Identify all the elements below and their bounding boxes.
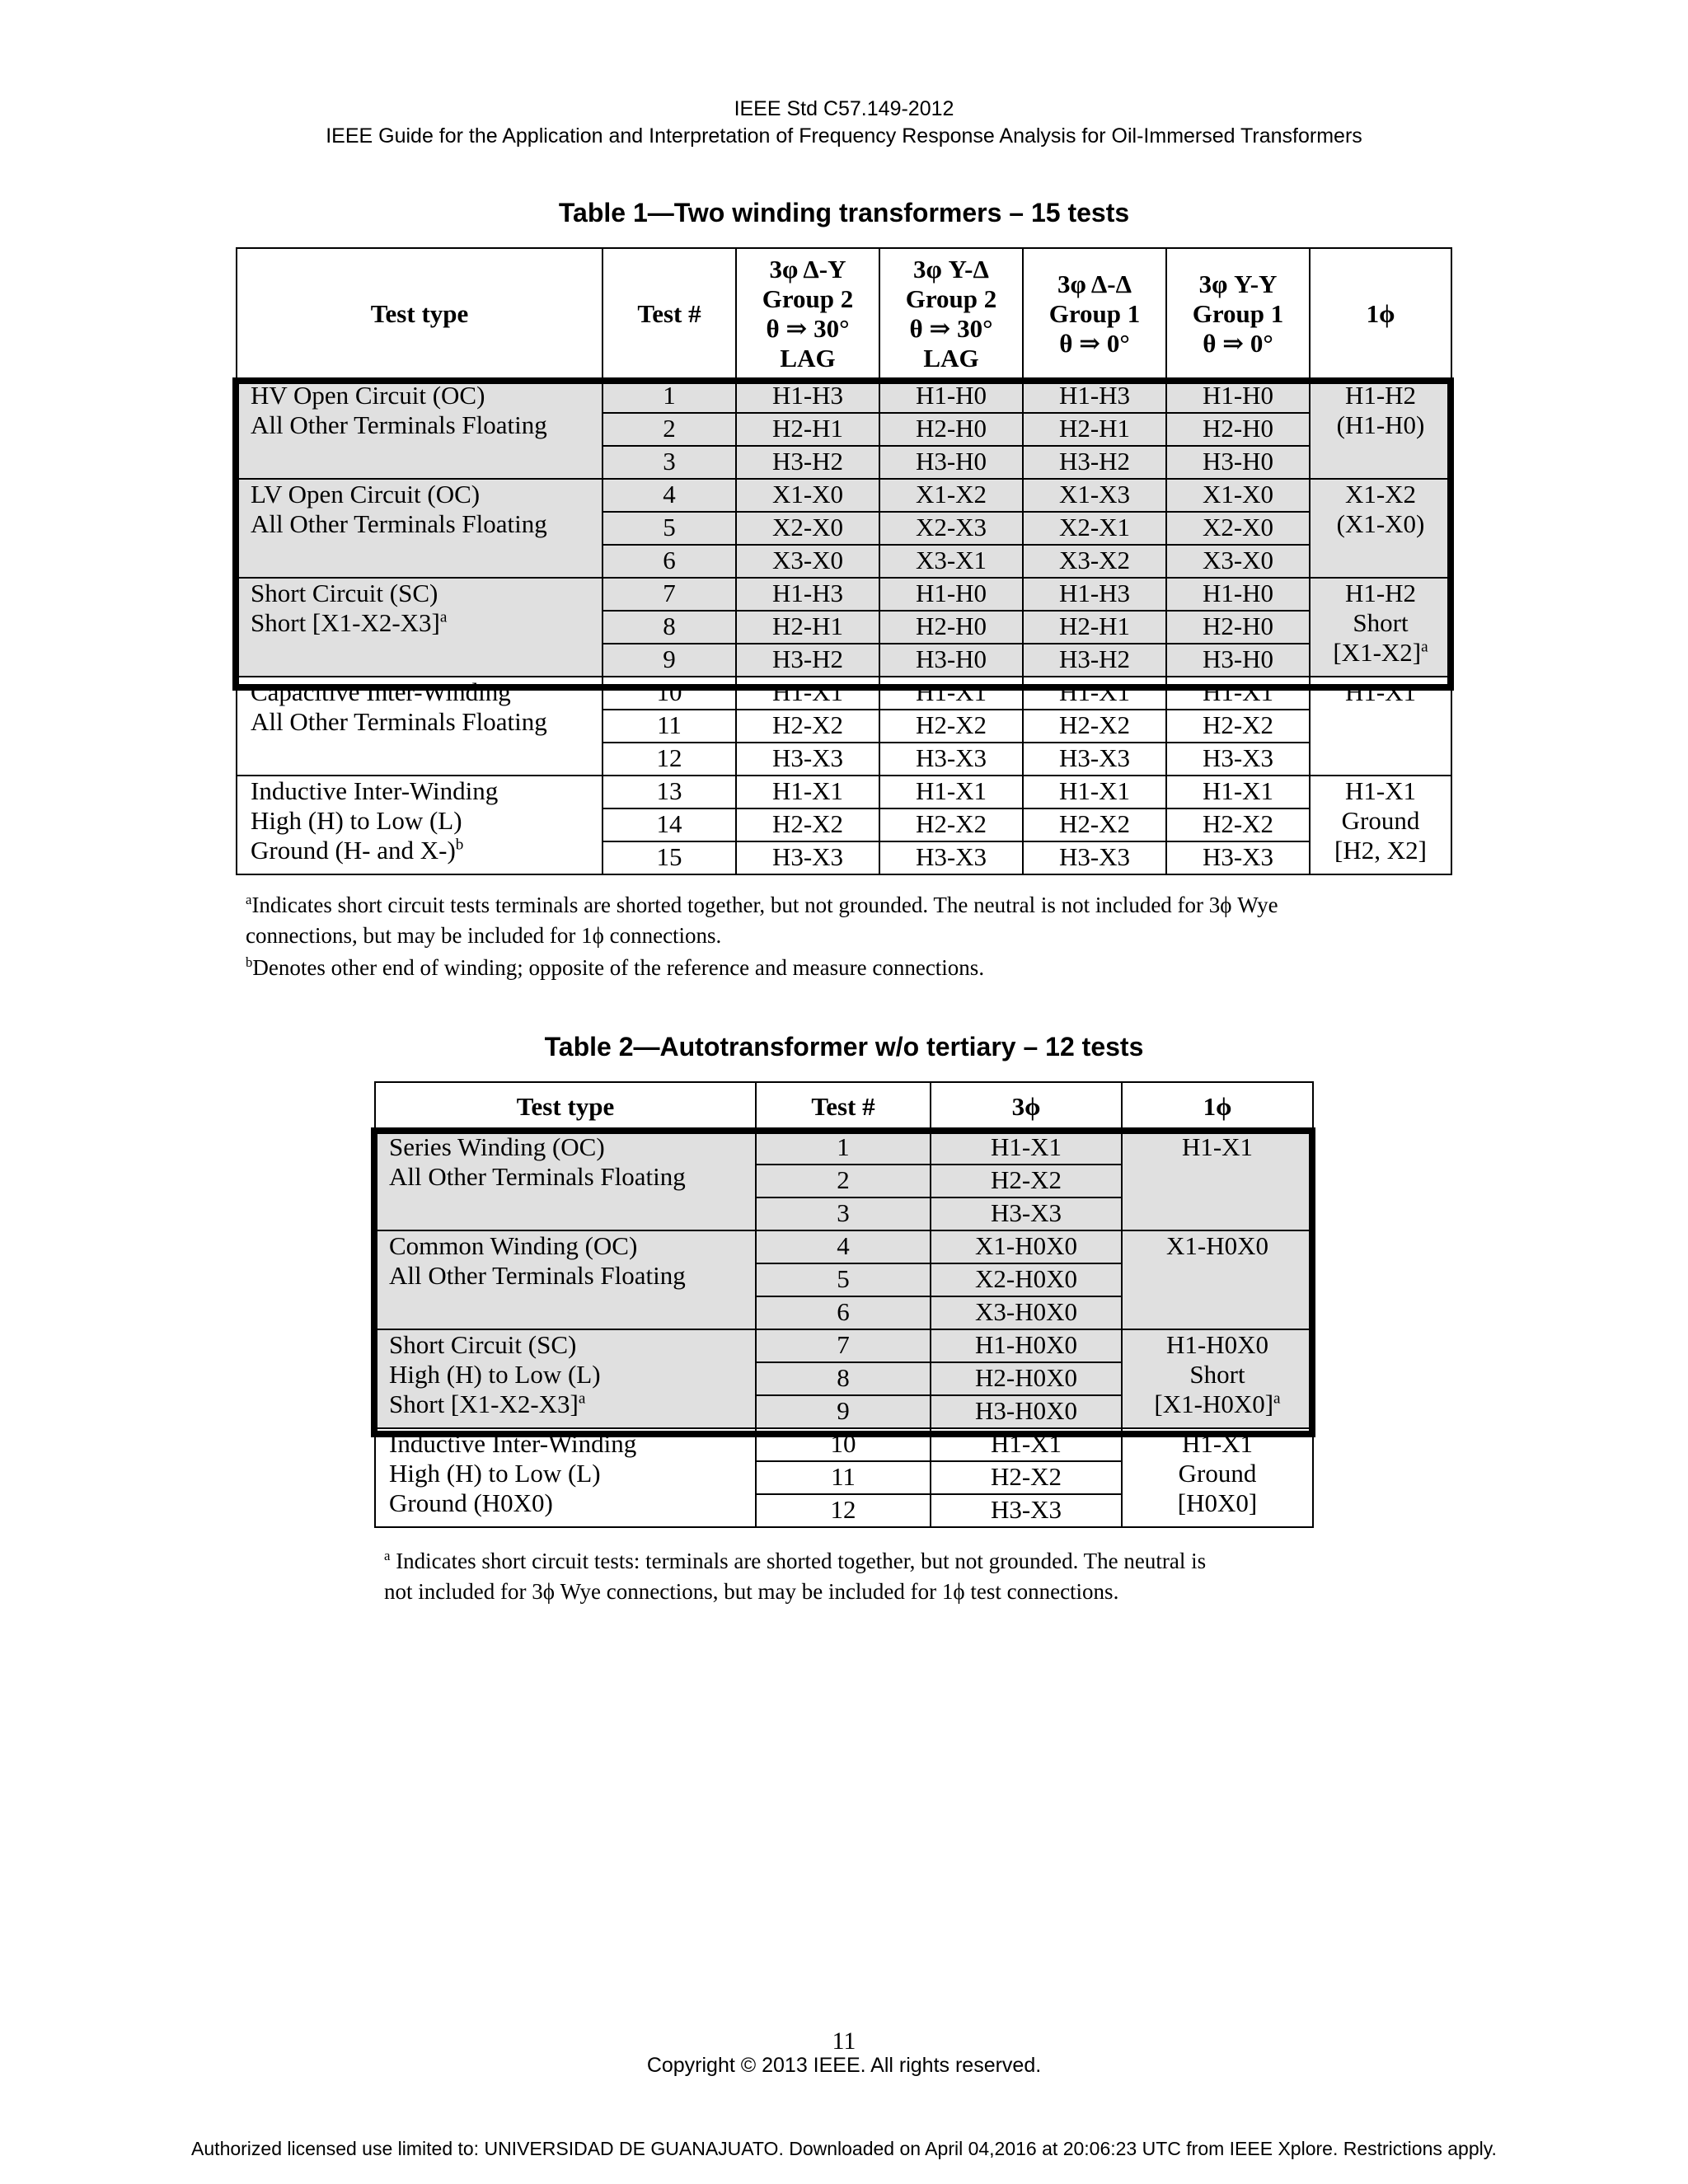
cell-line: H1-X1 bbox=[1344, 776, 1417, 805]
cell-line: Short Circuit (SC) bbox=[251, 579, 438, 607]
test-number-cell: 13 bbox=[603, 776, 736, 808]
table2-note-a bbox=[384, 1546, 1373, 1607]
single-phase-cell bbox=[1310, 677, 1451, 776]
header-line: θ ⇒ 30° bbox=[909, 314, 993, 343]
table2-caption: Table 2—Autotransformer w/o tertiary – 12 tests bbox=[544, 1032, 1144, 1062]
connection-cell: H1-H0 bbox=[1166, 380, 1310, 413]
single-phase-cell bbox=[1310, 578, 1451, 677]
table1-header-delta-wye bbox=[736, 248, 879, 380]
test-number-cell: 1 bbox=[756, 1132, 931, 1165]
test-type-cell bbox=[237, 380, 603, 479]
header-line: LAG bbox=[780, 344, 836, 373]
cell-line: Capacitive Inter-Winding bbox=[251, 677, 511, 706]
test-number-cell: 5 bbox=[603, 512, 736, 545]
table-row bbox=[237, 578, 1451, 611]
header-line: Group 2 bbox=[905, 284, 997, 313]
cell-line: Series Winding (OC) bbox=[389, 1132, 605, 1161]
test-number-cell: 11 bbox=[756, 1461, 931, 1494]
connection-cell: X1-H0X0 bbox=[931, 1230, 1122, 1263]
cell-line bbox=[251, 836, 602, 865]
connection-cell: H2-X2 bbox=[879, 710, 1023, 743]
connection-cell: H1-X1 bbox=[931, 1428, 1122, 1461]
connection-cell: H2-X2 bbox=[931, 1461, 1122, 1494]
footnote-marker: b bbox=[246, 954, 253, 970]
connection-cell: H1-X1 bbox=[931, 1132, 1122, 1165]
connection-cell: H2-H0 bbox=[1166, 413, 1310, 446]
document-standard-number: IEEE Std C57.149-2012 bbox=[734, 97, 954, 120]
test-type-cell bbox=[375, 1428, 756, 1527]
cell-line: Short bbox=[1189, 1360, 1245, 1389]
connection-cell: X3-X0 bbox=[736, 545, 879, 578]
test-type-cell bbox=[375, 1230, 756, 1329]
test-type-cell bbox=[375, 1329, 756, 1428]
connection-cell: X2-X0 bbox=[1166, 512, 1310, 545]
cell-line: Ground bbox=[1341, 806, 1420, 835]
cell-line: All Other Terminals Floating bbox=[389, 1162, 686, 1191]
table-row bbox=[237, 380, 1451, 413]
connection-cell: H1-H0X0 bbox=[931, 1329, 1122, 1362]
connection-cell: H3-X3 bbox=[1166, 743, 1310, 776]
connection-cell: H2-X2 bbox=[1166, 710, 1310, 743]
connection-cell: X3-X2 bbox=[1023, 545, 1166, 578]
cell-line: Ground bbox=[1178, 1459, 1257, 1488]
cell-line bbox=[389, 1390, 755, 1419]
table-row bbox=[237, 677, 1451, 710]
connection-cell: H2-X2 bbox=[879, 808, 1023, 841]
test-number-cell: 11 bbox=[603, 710, 736, 743]
connection-cell: H1-H0 bbox=[879, 380, 1023, 413]
single-phase-cell bbox=[1122, 1132, 1313, 1230]
connection-cell: X2-X0 bbox=[736, 512, 879, 545]
cell-line: Short Circuit (SC) bbox=[389, 1330, 577, 1359]
cell-line bbox=[1123, 1390, 1312, 1419]
cell-text: Short [X1-X2-X3] bbox=[389, 1390, 579, 1418]
test-number-cell: 12 bbox=[756, 1494, 931, 1527]
test-number-cell: 9 bbox=[603, 644, 736, 677]
cell-line: H1-X1 bbox=[1344, 677, 1417, 706]
connection-cell: H1-X1 bbox=[1166, 677, 1310, 710]
footnote-marker: b bbox=[455, 836, 464, 854]
connection-cell: H3-X3 bbox=[736, 841, 879, 874]
test-number-cell: 2 bbox=[603, 413, 736, 446]
table-row bbox=[237, 479, 1451, 512]
single-phase-cell bbox=[1122, 1428, 1313, 1527]
test-number-cell: 8 bbox=[756, 1362, 931, 1395]
connection-cell: H3-X3 bbox=[931, 1494, 1122, 1527]
test-number-cell: 10 bbox=[603, 677, 736, 710]
footnote-marker: a bbox=[439, 608, 448, 626]
header-line: θ ⇒ 0° bbox=[1203, 329, 1273, 358]
header-line: 3φ Δ-Δ bbox=[1057, 269, 1132, 298]
test-number-cell: 2 bbox=[756, 1165, 931, 1197]
connection-cell: H1-H0 bbox=[1166, 578, 1310, 611]
table1 bbox=[236, 247, 1452, 875]
connection-cell: X3-H0X0 bbox=[931, 1296, 1122, 1329]
connection-cell: H3-X3 bbox=[879, 743, 1023, 776]
connection-cell: H3-H0 bbox=[879, 446, 1023, 479]
table1-header-test-number: Test # bbox=[603, 248, 736, 380]
connection-cell: H2-X2 bbox=[1166, 808, 1310, 841]
table1-note-a bbox=[246, 890, 1457, 951]
test-type-cell bbox=[237, 479, 603, 578]
connection-cell: H1-X1 bbox=[879, 776, 1023, 808]
table1-header-row bbox=[237, 248, 1451, 380]
connection-cell: H3-H2 bbox=[736, 446, 879, 479]
cell-line: H1-H2 bbox=[1344, 381, 1417, 410]
cell-line: High (H) to Low (L) bbox=[389, 1360, 601, 1389]
cell-line: H1-H2 bbox=[1344, 579, 1417, 607]
connection-cell: X1-X3 bbox=[1023, 479, 1166, 512]
test-number-cell: 6 bbox=[756, 1296, 931, 1329]
connection-cell: H3-H0 bbox=[879, 644, 1023, 677]
cell-line bbox=[251, 608, 602, 638]
cell-line: All Other Terminals Floating bbox=[251, 410, 547, 439]
connection-cell: H2-X2 bbox=[1023, 710, 1166, 743]
table-row bbox=[375, 1230, 1313, 1263]
table-row bbox=[237, 776, 1451, 808]
connection-cell: H3-X3 bbox=[879, 841, 1023, 874]
footnote-marker: a bbox=[1421, 638, 1428, 656]
header-line: LAG bbox=[923, 344, 979, 373]
connection-cell: H1-X1 bbox=[879, 677, 1023, 710]
cell-line: (H1-H0) bbox=[1336, 410, 1425, 439]
single-phase-cell bbox=[1310, 380, 1451, 479]
connection-cell: H2-X2 bbox=[1023, 808, 1166, 841]
cell-line: LV Open Circuit (OC) bbox=[251, 480, 481, 509]
footnote-marker: a bbox=[384, 1548, 391, 1563]
copyright-notice: Copyright © 2013 IEEE. All rights reserved. bbox=[646, 2054, 1042, 2077]
test-number-cell: 8 bbox=[603, 611, 736, 644]
connection-cell: H2-H0 bbox=[1166, 611, 1310, 644]
footnote-marker: a bbox=[1273, 1390, 1281, 1408]
connection-cell: H2-H0 bbox=[879, 611, 1023, 644]
connection-cell: H1-X1 bbox=[736, 776, 879, 808]
cell-text: [X1-X2] bbox=[1333, 638, 1422, 667]
connection-cell: H3-H0 bbox=[1166, 644, 1310, 677]
connection-cell: H2-X2 bbox=[931, 1165, 1122, 1197]
table1-header-delta-delta bbox=[1023, 248, 1166, 380]
test-type-cell bbox=[237, 776, 603, 874]
cell-line: [H0X0] bbox=[1177, 1488, 1258, 1517]
connection-cell: H3-X3 bbox=[736, 743, 879, 776]
connection-cell: H3-H2 bbox=[1023, 644, 1166, 677]
note-text: connections, but may be included for 1ϕ connections. bbox=[246, 923, 722, 948]
test-number-cell: 14 bbox=[603, 808, 736, 841]
cell-text: [X1-H0X0] bbox=[1154, 1390, 1274, 1418]
cell-line: [H2, X2] bbox=[1334, 836, 1427, 865]
test-type-cell bbox=[237, 578, 603, 677]
header-line: θ ⇒ 0° bbox=[1059, 329, 1130, 358]
connection-cell: H3-X3 bbox=[1023, 841, 1166, 874]
test-number-cell: 15 bbox=[603, 841, 736, 874]
connection-cell: X1-X0 bbox=[736, 479, 879, 512]
single-phase-cell bbox=[1122, 1230, 1313, 1329]
footnote-marker: a bbox=[578, 1390, 586, 1408]
cell-line: All Other Terminals Floating bbox=[251, 707, 547, 736]
connection-cell: H2-X2 bbox=[736, 808, 879, 841]
single-phase-cell bbox=[1310, 479, 1451, 578]
cell-line: X1-H0X0 bbox=[1166, 1231, 1268, 1260]
table1-header-wye-delta bbox=[879, 248, 1023, 380]
cell-line: H1-X1 bbox=[1181, 1429, 1254, 1458]
connection-cell: H1-H3 bbox=[1023, 380, 1166, 413]
test-type-cell bbox=[375, 1132, 756, 1230]
connection-cell: X2-X1 bbox=[1023, 512, 1166, 545]
footnote-marker: a bbox=[246, 892, 252, 907]
note-text: Denotes other end of winding; opposite of the reference and measure connections. bbox=[252, 955, 985, 980]
cell-line: All Other Terminals Floating bbox=[251, 509, 547, 538]
header-line: 3φ Y-Y bbox=[1198, 269, 1278, 298]
connection-cell: H1-H3 bbox=[736, 380, 879, 413]
cell-text: Short [X1-X2-X3] bbox=[251, 608, 440, 637]
test-number-cell: 4 bbox=[603, 479, 736, 512]
table1-header-single-phase: 1ϕ bbox=[1310, 248, 1451, 380]
cell-line: Common Winding (OC) bbox=[389, 1231, 638, 1260]
connection-cell: H1-H3 bbox=[736, 578, 879, 611]
test-number-cell: 9 bbox=[756, 1395, 931, 1428]
connection-cell: H1-X1 bbox=[1023, 776, 1166, 808]
connection-cell: X3-X1 bbox=[879, 545, 1023, 578]
table-row bbox=[375, 1132, 1313, 1165]
connection-cell: H1-X1 bbox=[1023, 677, 1166, 710]
test-number-cell: 3 bbox=[603, 446, 736, 479]
table-row bbox=[375, 1329, 1313, 1362]
connection-cell: X2-X3 bbox=[879, 512, 1023, 545]
connection-cell: H1-H3 bbox=[1023, 578, 1166, 611]
cell-line: (X1-X0) bbox=[1336, 509, 1425, 538]
connection-cell: H2-H1 bbox=[736, 413, 879, 446]
connection-cell: H1-H0 bbox=[879, 578, 1023, 611]
document-title: IEEE Guide for the Application and Interpretation of Frequency Response Analysis for Oil-Immersed Transformers bbox=[326, 124, 1362, 148]
test-number-cell: 5 bbox=[756, 1263, 931, 1296]
test-number-cell: 7 bbox=[603, 578, 736, 611]
test-number-cell: 10 bbox=[756, 1428, 931, 1461]
connection-cell: H2-H0X0 bbox=[931, 1362, 1122, 1395]
single-phase-cell bbox=[1122, 1329, 1313, 1428]
test-type-cell bbox=[237, 677, 603, 776]
single-phase-cell bbox=[1310, 776, 1451, 874]
table1-note-b bbox=[246, 953, 1457, 983]
connection-cell: X1-X0 bbox=[1166, 479, 1310, 512]
table-row bbox=[375, 1428, 1313, 1461]
note-text: Indicates short circuit tests: terminals are shorted together, but not grounded. The neutral is bbox=[390, 1549, 1207, 1573]
header-line: θ ⇒ 30° bbox=[766, 314, 850, 343]
connection-cell: X2-H0X0 bbox=[931, 1263, 1122, 1296]
connection-cell: H2-H1 bbox=[736, 611, 879, 644]
connection-cell: H3-X3 bbox=[1166, 841, 1310, 874]
cell-line: Inductive Inter-Winding bbox=[251, 776, 499, 805]
header-line: Group 2 bbox=[762, 284, 854, 313]
page-number: 11 bbox=[832, 2027, 856, 2055]
connection-cell: H2-H1 bbox=[1023, 611, 1166, 644]
connection-cell: H3-H0X0 bbox=[931, 1395, 1122, 1428]
cell-line: Ground (H0X0) bbox=[389, 1488, 553, 1517]
cell-line: HV Open Circuit (OC) bbox=[251, 381, 485, 410]
authorized-use-notice: Authorized licensed use limited to: UNIVERSIDAD DE GUANAJUATO. Downloaded on April 04,2016 at 20:06:23 UTC from IEEE Xplore. Restrictions apply. bbox=[191, 2138, 1497, 2159]
table2-header-test-type: Test type bbox=[375, 1082, 756, 1132]
connection-cell: X3-X0 bbox=[1166, 545, 1310, 578]
test-number-cell: 12 bbox=[603, 743, 736, 776]
header-line: 3φ Y-Δ bbox=[913, 255, 989, 284]
note-text: not included for 3ϕ Wye connections, but may be included for 1ϕ test connections. bbox=[384, 1579, 1119, 1604]
table1-header-wye-wye bbox=[1166, 248, 1310, 380]
cell-line: X1-X2 bbox=[1344, 480, 1417, 509]
test-number-cell: 4 bbox=[756, 1230, 931, 1263]
header-line: Group 1 bbox=[1048, 299, 1141, 328]
table2-header-single-phase: 1ϕ bbox=[1122, 1082, 1313, 1132]
cell-line: All Other Terminals Floating bbox=[389, 1261, 686, 1290]
header-line: 3φ Δ-Y bbox=[769, 255, 846, 284]
cell-line: Short bbox=[1353, 608, 1409, 637]
table2 bbox=[374, 1081, 1314, 1528]
header-line: Group 1 bbox=[1192, 299, 1284, 328]
table2-header-test-number: Test # bbox=[756, 1082, 931, 1132]
cell-text: Ground (H- and X-) bbox=[251, 836, 456, 865]
test-number-cell: 7 bbox=[756, 1329, 931, 1362]
table2-header-row bbox=[375, 1082, 1313, 1132]
cell-line: H1-H0X0 bbox=[1166, 1330, 1268, 1359]
table1-header-test-type: Test type bbox=[237, 248, 603, 380]
table1-caption: Table 1—Two winding transformers – 15 tests bbox=[558, 198, 1130, 227]
connection-cell: H1-X1 bbox=[1166, 776, 1310, 808]
test-number-cell: 1 bbox=[603, 380, 736, 413]
connection-cell: X1-X2 bbox=[879, 479, 1023, 512]
note-text: Indicates short circuit tests terminals are shorted together, but not grounded. The neutral is not included for 3ϕ Wye bbox=[251, 893, 1278, 917]
test-number-cell: 3 bbox=[756, 1197, 931, 1230]
cell-line bbox=[1311, 638, 1451, 668]
connection-cell: H2-H1 bbox=[1023, 413, 1166, 446]
connection-cell: H3-H0 bbox=[1166, 446, 1310, 479]
connection-cell: H3-H2 bbox=[736, 644, 879, 677]
cell-line: H1-X1 bbox=[1181, 1132, 1254, 1161]
cell-line: Inductive Inter-Winding bbox=[389, 1429, 637, 1458]
table2-header-three-phase: 3ϕ bbox=[931, 1082, 1122, 1132]
cell-line: High (H) to Low (L) bbox=[389, 1459, 601, 1488]
connection-cell: H2-X2 bbox=[736, 710, 879, 743]
cell-line: High (H) to Low (L) bbox=[251, 806, 462, 835]
test-number-cell: 6 bbox=[603, 545, 736, 578]
connection-cell: H1-X1 bbox=[736, 677, 879, 710]
connection-cell: H3-H2 bbox=[1023, 446, 1166, 479]
connection-cell: H3-X3 bbox=[1023, 743, 1166, 776]
connection-cell: H3-X3 bbox=[931, 1197, 1122, 1230]
connection-cell: H2-H0 bbox=[879, 413, 1023, 446]
